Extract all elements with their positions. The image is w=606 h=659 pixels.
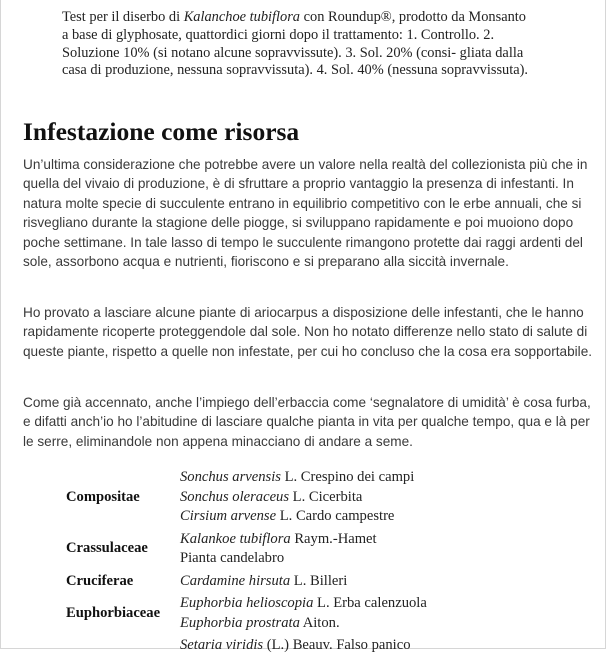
species-latin-name: Cardamine hirsuta <box>180 572 291 589</box>
paragraph-2: Ho provato a lasciare alcune piante di ariocarpus a disposizione delle infestanti, che le hanno rapidamente ricoperte proteggendole dal sole. Non ho notato differenze nello stato di salute di queste piante, rispetto a quelle non infestate, per cui ho concluso che la cosa era sopportabile. <box>23 305 593 359</box>
species-list <box>180 468 414 527</box>
family-row <box>60 468 427 527</box>
species-list <box>180 530 377 569</box>
family-row <box>60 530 427 569</box>
species-common-name: L. Cicerbita <box>289 488 363 505</box>
paragraph-1: Un’ultima considerazione che potrebbe avere un valore nella realtà del collezionista più che in quella del vivaio di produzione, è di sfruttare a proprio vantaggio la presenza di infestanti. In natura molte specie di succulente entrano in equilibrio competitivo con le erbe annuali, che si risvegliano durante la stagione delle piogge, si sviluppano rapidamente e poi muoiono dopo poche settimane. In tale lasso di tempo le succulente rimangono protette dai raggi ardenti del sole, assorbono acqua e nutrienti, fioriscono e si preparano alla siccità invernale. <box>23 157 588 270</box>
species-entry <box>180 572 347 592</box>
species-entry <box>180 468 414 488</box>
species-common-name: Aiton. <box>299 614 340 631</box>
family-name: Compositae <box>66 488 140 505</box>
species-entry <box>180 488 414 508</box>
species-entry <box>180 636 411 656</box>
caption-species: Kalanchoe tubiflora <box>183 9 301 25</box>
species-common-name: (L.) Beauv. Falso panico <box>263 637 411 653</box>
species-entry <box>180 549 377 569</box>
species-latin-name: Euphorbia helioscopia <box>180 595 314 611</box>
species-list <box>180 594 427 633</box>
family-name: Euphorbiaceae <box>66 604 161 621</box>
species-list <box>180 636 411 656</box>
paragraph-3: Come già accennato, anche l’impiego dell’erbaccia come ‘segnalatore di umidità’ è cosa furba, e difatti anch’io ho l’abitudine di lasciare qualche pianta in vita per qualche tempo, qua e là per le serre, eliminandole non appena minacciano di andare a seme. <box>23 395 591 449</box>
species-entry <box>180 507 414 527</box>
species-latin-name: Cirsium arvense <box>180 508 277 524</box>
species-latin-name: Sonchus arvensis <box>180 469 281 485</box>
weed-species-table <box>60 468 427 659</box>
family-name: Crassulaceae <box>66 540 148 557</box>
family-row <box>60 572 427 592</box>
species-common-name: L. Cardo campestre <box>276 508 395 524</box>
family-name: Cruciferae <box>66 572 134 589</box>
species-entry <box>180 530 377 550</box>
family-row <box>60 594 427 633</box>
species-entry <box>180 614 427 634</box>
section-heading: Infestazione come risorsa <box>23 117 300 146</box>
species-common-name: Pianta candelabro <box>180 550 285 566</box>
species-latin-name: Setaria viridis <box>180 637 264 653</box>
species-common-name: Raym.-Hamet <box>290 530 377 547</box>
species-common-name: L. Erba calenzuola <box>313 595 427 611</box>
figure-caption <box>62 9 532 80</box>
species-common-name: L. Billeri <box>290 572 348 589</box>
species-latin-name: Euphorbia prostrata <box>180 614 300 631</box>
species-entry <box>180 594 427 614</box>
species-list <box>180 572 347 592</box>
species-latin-name: Sonchus oleraceus <box>180 488 290 505</box>
family-row <box>60 636 427 656</box>
species-common-name: L. Crespino dei campi <box>280 469 415 485</box>
caption-rest: con Roundup®, prodotto da Monsanto a base di glyphosate, quattordici giorni dopo il trattamento: 1. Controllo. 2. Soluzione 10% (si notano alcune sopravvissute). 3. Sol. 20% (consi- gliata dalla casa di produzione, nessuna sopravvissuta). 4. Sol. 40% (nessuna sopravvissuta). <box>62 9 529 79</box>
caption-intro: Test per il diserbo di <box>62 9 184 25</box>
species-latin-name: Kalankoe tubiflora <box>180 530 291 547</box>
